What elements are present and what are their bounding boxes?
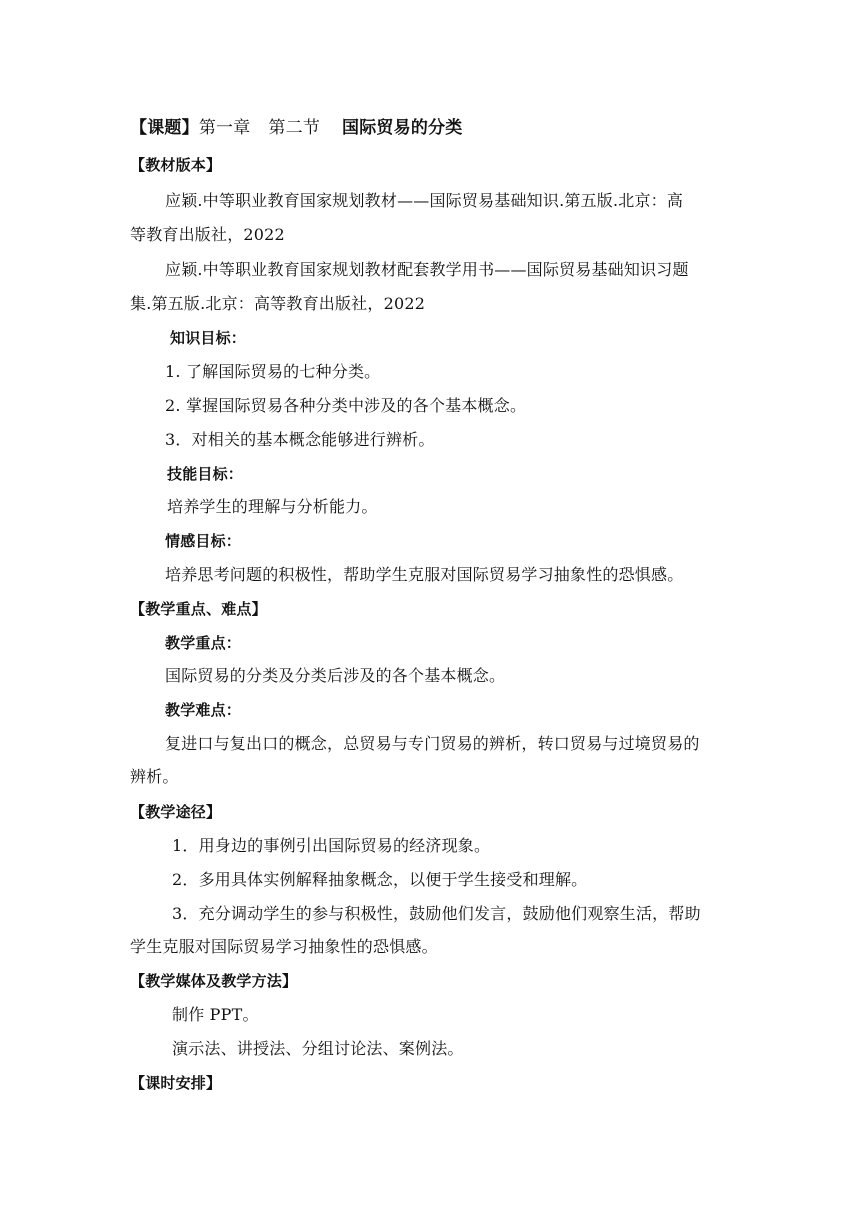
approach-heading: 【教学途径】 [130, 803, 222, 821]
knowledge-goal-item: 1. 了解国际贸易的七种分类。 [165, 362, 381, 381]
knowledge-goal-item: 2. 掌握国际贸易各种分类中涉及的各个基本概念。 [165, 396, 527, 415]
textbook-ref2-line1: 应颖.中等职业教育国家规划教材配套教学用书——国际贸易基础知识习题 [165, 260, 689, 279]
schedule-heading: 【课时安排】 [130, 1074, 222, 1092]
lesson-title [130, 117, 462, 139]
textbook-ref1-line1: 应颖.中等职业教育国家规划教材——国际贸易基础知识.第五版.北京：高 [165, 191, 684, 210]
difficulty-text-line2: 辨析。 [130, 767, 179, 786]
approach-item: 3．充分调动学生的参与积极性，鼓励他们发言，鼓励他们观察生活，帮助 [172, 904, 701, 923]
approach-item: 2．多用具体实例解释抽象概念，以便于学生接受和理解。 [172, 870, 588, 889]
keypoints-heading: 【教学重点、难点】 [130, 600, 267, 618]
emotion-goal-label: 情感目标： [165, 532, 242, 550]
focus-label: 教学重点： [165, 634, 242, 652]
approach-item-cont: 学生克服对国际贸易学习抽象性的恐惧感。 [130, 937, 438, 956]
textbook-ref2-line2: 集.第五版.北京：高等教育出版社，2022 [130, 294, 426, 313]
knowledge-goal-item: 3．对相关的基本概念能够进行辨析。 [165, 430, 435, 449]
approach-item: 1．用身边的事例引出国际贸易的经济现象。 [172, 836, 491, 855]
difficulty-text-line1: 复进口与复出口的概念，总贸易与专门贸易的辨析，转口贸易与过境贸易的 [165, 734, 700, 753]
skill-goal-text: 培养学生的理解与分析能力。 [167, 497, 378, 516]
emotion-goal-text: 培养思考问题的积极性，帮助学生克服对国际贸易学习抽象性的恐惧感。 [165, 565, 684, 584]
title-chapter: 第一章 [198, 118, 251, 138]
textbook-heading: 【教材版本】 [130, 156, 222, 174]
title-topic: 国际贸易的分类 [342, 118, 463, 138]
focus-text: 国际贸易的分类及分类后涉及的各个基本概念。 [165, 666, 506, 685]
title-section: 第二节 [268, 118, 321, 138]
media-heading: 【教学媒体及教学方法】 [130, 972, 298, 990]
media-line: 制作 PPT。 [172, 1005, 259, 1024]
textbook-ref1-line2: 等教育出版社，2022 [130, 225, 285, 244]
media-line: 演示法、讲授法、分组讨论法、案例法。 [172, 1039, 464, 1058]
title-bracket: 【课题】 [130, 118, 199, 138]
skill-goal-label: 技能目标： [167, 465, 244, 483]
difficulty-label: 教学难点： [165, 701, 242, 719]
knowledge-goal-label: 知识目标： [170, 329, 247, 347]
